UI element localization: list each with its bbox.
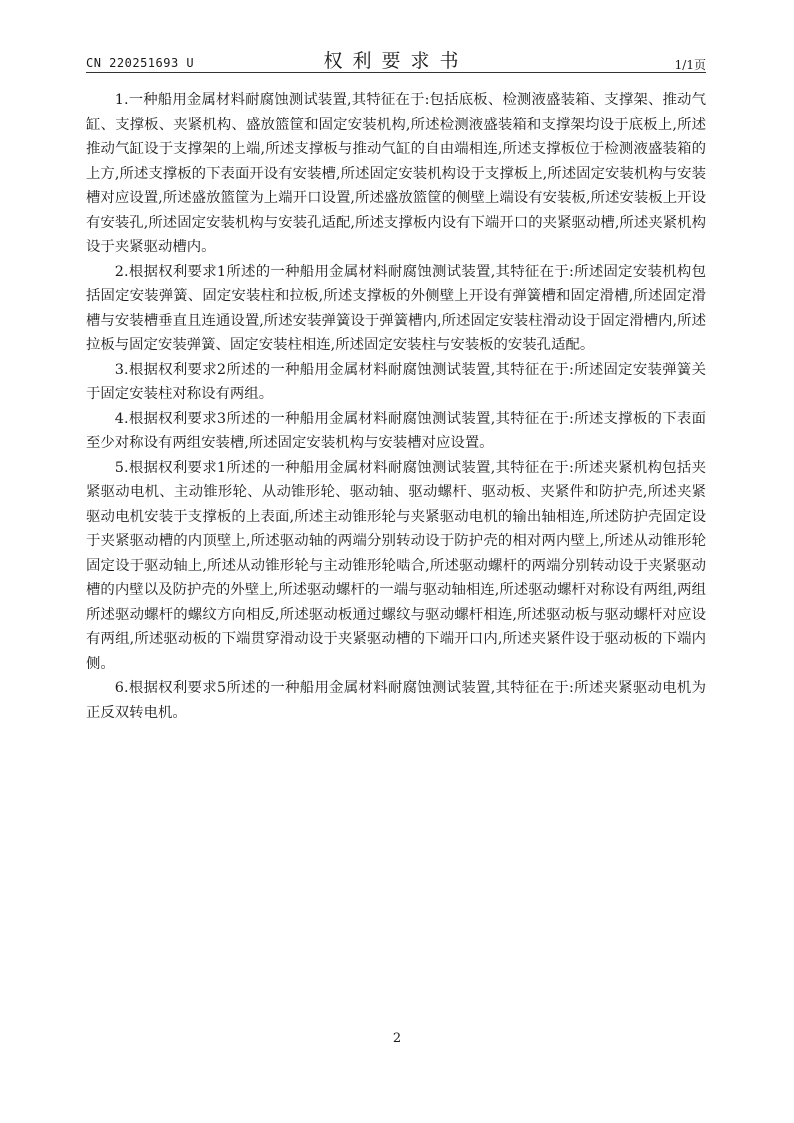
claim-5: 5.根据权利要求1所述的一种船用金属材料耐腐蚀测试装置,其特征在于:所述夹紧机构包括夹紧驱动电机、主动锥形轮、从动锥形轮、驱动轴、驱动螺杆、驱动板、夹紧件和防护壳,所述夹紧驱动电机安装于支撑板的上表面,所述主动锥形轮与夹紧驱动电机的输出轴相连,所述防护壳固定设于夹紧驱动槽的内顶壁上,所述驱动轴的两端分别转动设于防护壳的相对两内壁上,所述从动锥形轮固定设于驱动轴上,所述从动锥形轮与主动锥形轮啮合,所述驱动螺杆的两端分别转动设于夹紧驱动槽的内壁以及防护壳的外壁上,所述驱动螺杆的一端与驱动轴相连,所述驱动螺杆对称设有两组,两组所述驱动螺杆的螺纹方向相反,所述驱动板通过螺纹与驱动螺杆相连,所述驱动板与驱动螺杆对应设有两组,所述驱动板的下端贯穿滑动设于夹紧驱动槽的下端开口内,所述夹紧件设于驱动板的下端内侧。 (86, 459, 706, 672)
claim-6: 6.根据权利要求5所述的一种船用金属材料耐腐蚀测试装置,其特征在于:所述夹紧驱动电机为正反双转电机。 (86, 680, 706, 721)
claims-body (86, 88, 706, 725)
claim-2: 2.根据权利要求1所述的一种船用金属材料耐腐蚀测试装置,其特征在于:所述固定安装机构包括固定安装弹簧、固定安装柱和拉板,所述支撑板的外侧壁上开设有弹簧槽和固定滑槽,所述固定滑槽与安装槽垂直且连通设置,所述安装弹簧设于弹簧槽内,所述固定安装柱滑动设于固定滑槽内,所述拉板与固定安装弹簧、固定安装柱相连,所述固定安装柱与安装板的安装孔适配。 (86, 263, 706, 353)
header-divider (86, 72, 706, 73)
page-header (86, 46, 706, 72)
document-number: CN 220251693 U (86, 56, 195, 70)
claim-1: 1.一种船用金属材料耐腐蚀测试装置,其特征在于:包括底板、检测液盛装箱、支撑架、推动气缸、支撑板、夹紧机构、盛放篮筐和固定安装机构,所述检测液盛装箱和支撑架均设于底板上,所述推动气缸设于支撑架的上端,所述支撑板与推动气缸的自由端相连,所述支撑板位于检测液盛装箱的上方,所述支撑板的下表面开设有安装槽,所述固定安装机构设于支撑板上,所述固定安装机构与安装槽对应设置,所述盛放篮筐为上端开口设置,所述盛放篮筐的侧壁上端设有安装板,所述安装板上开设有安装孔,所述固定安装机构与安装孔适配,所述支撑板内设有下端开口的夹紧驱动槽,所述夹紧机构设于夹紧驱动槽内。 (86, 92, 706, 255)
page-info: 1/1页 (674, 58, 706, 72)
page-number: 2 (392, 1031, 402, 1046)
claim-4: 4.根据权利要求3所述的一种船用金属材料耐腐蚀测试装置,其特征在于:所述支撑板的下表面至少对称设有两组安装槽,所述固定安装机构与安装槽对应设置。 (86, 410, 706, 451)
claim-3: 3.根据权利要求2所述的一种船用金属材料耐腐蚀测试装置,其特征在于:所述固定安装弹簧关于固定安装柱对称设有两组。 (86, 361, 706, 402)
document-title: 权利要求书 (323, 50, 469, 72)
